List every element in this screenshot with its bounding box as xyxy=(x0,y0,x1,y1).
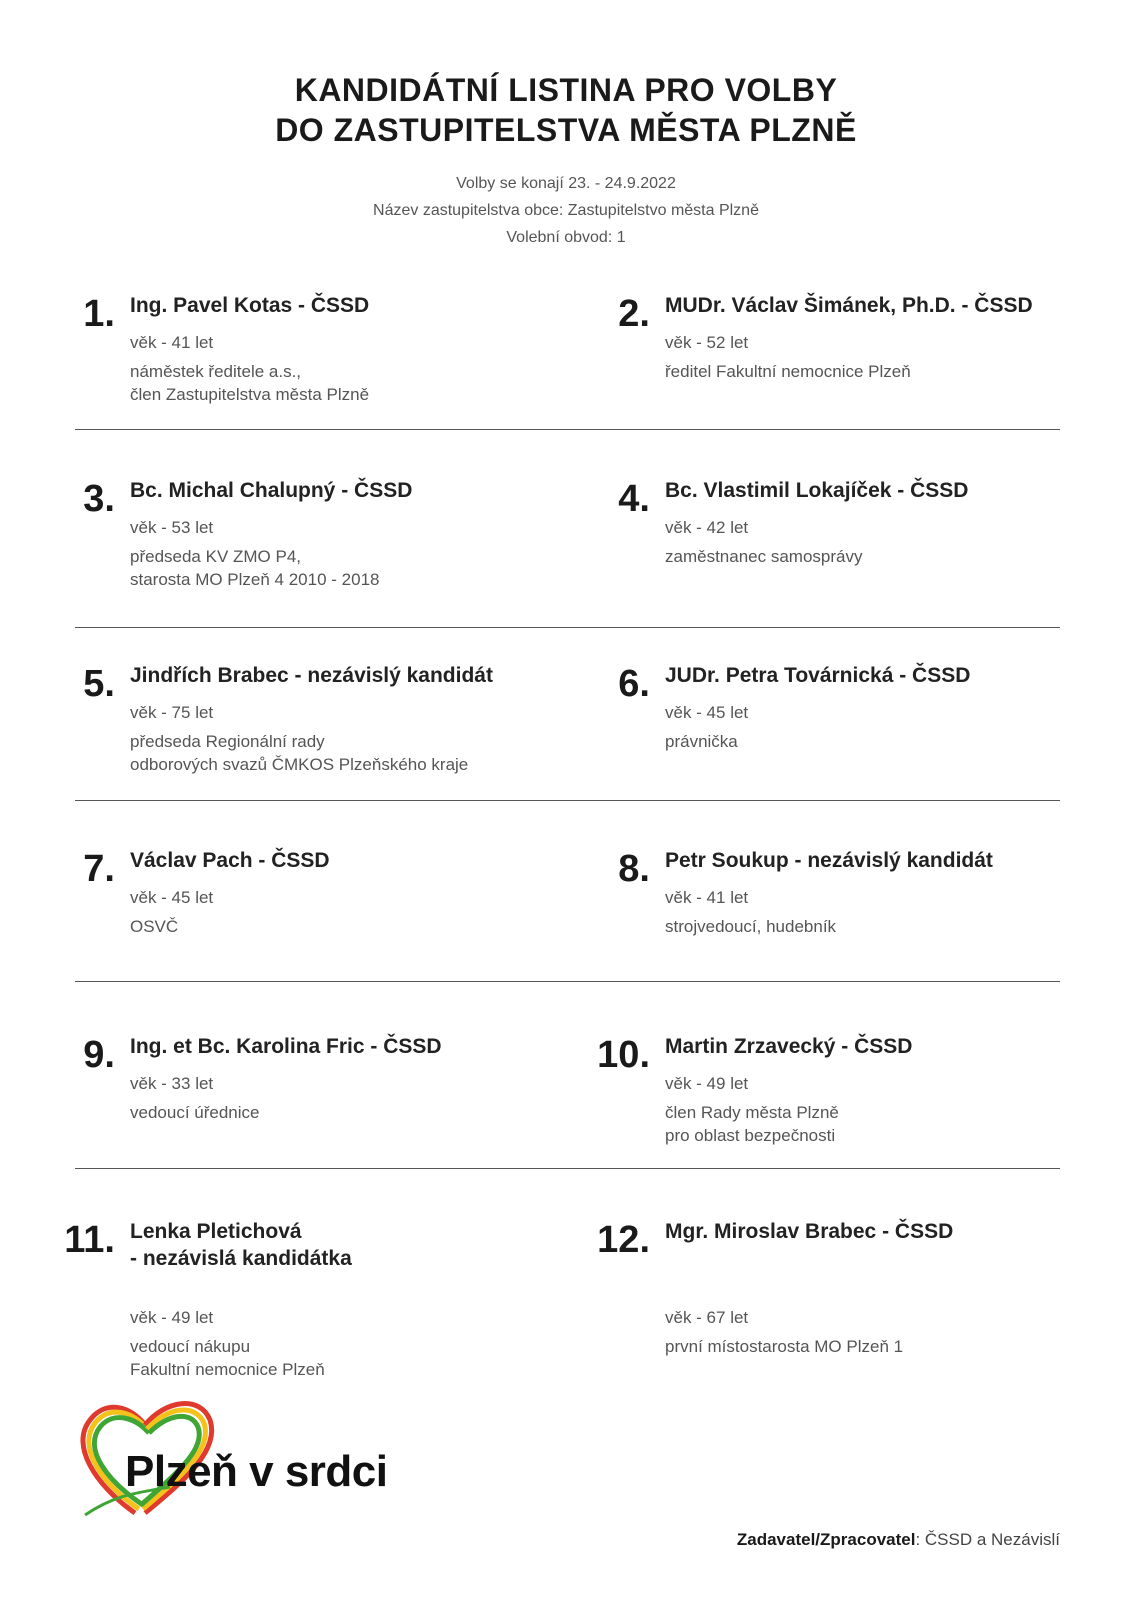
candidate-name xyxy=(130,477,570,504)
candidate-age: věk - 45 let xyxy=(130,888,214,907)
candidate-number: 4. xyxy=(618,478,650,520)
candidate-description xyxy=(665,915,1105,938)
candidate-number: 11. xyxy=(64,1219,115,1261)
candidate-name-line-1: Bc. Michal Chalupný - ČSSD xyxy=(130,479,413,502)
candidate-age: věk - 53 let xyxy=(130,518,214,537)
candidate-description xyxy=(130,730,570,776)
candidate-number: 8. xyxy=(618,848,650,890)
candidate-details xyxy=(665,1033,1105,1147)
candidate-entry xyxy=(610,477,1100,627)
candidate-number: 1. xyxy=(83,293,115,335)
candidate-details xyxy=(665,1218,1105,1358)
candidate-age: věk - 42 let xyxy=(665,518,749,537)
candidate-name xyxy=(665,292,1105,319)
candidate-entry xyxy=(75,662,565,800)
candidate-entry xyxy=(75,477,565,627)
candidate-name-line-1: MUDr. Václav Šimánek, Ph.D. - ČSSD xyxy=(665,294,1033,317)
title-line-2: DO ZASTUPITELSTVA MĚSTA PLZNĚ xyxy=(275,112,857,148)
candidate-description-line-1: vedoucí nákupu xyxy=(130,1337,251,1356)
page-title xyxy=(0,70,1132,150)
candidate-name-line-1: Jindřích Brabec - nezávislý kandidát xyxy=(130,664,493,687)
candidate-row xyxy=(75,662,1060,801)
election-info xyxy=(0,170,1132,251)
candidate-details xyxy=(665,292,1105,383)
candidate-description xyxy=(665,730,1105,753)
candidate-description-line-2: pro oblast bezpečnosti xyxy=(665,1126,836,1145)
candidate-number: 6. xyxy=(618,663,650,705)
candidate-description-line-2: odborových svazů ČMKOS Plzeňského kraje xyxy=(130,755,469,774)
candidate-name xyxy=(665,477,1105,504)
candidate-description xyxy=(665,360,1105,383)
candidate-name-line-1: Petr Soukup - nezávislý kandidát xyxy=(665,849,993,872)
candidate-description-line-1: OSVČ xyxy=(130,917,179,936)
candidate-number: 9. xyxy=(83,1034,115,1076)
candidate-description-line-1: právnička xyxy=(665,732,738,751)
candidate-entry xyxy=(597,1218,1100,1398)
candidate-description-line-2: Fakultní nemocnice Plzeň xyxy=(130,1360,325,1379)
candidate-description-line-1: vedoucí úřednice xyxy=(130,1103,260,1122)
plzen-v-srdci-logo xyxy=(75,1395,388,1525)
candidate-description xyxy=(130,1335,570,1381)
candidate-entry xyxy=(75,1033,565,1168)
electoral-district: Volební obvod: 1 xyxy=(506,229,626,246)
candidate-details xyxy=(130,1218,570,1381)
candidate-description-line-1: předseda Regionální rady xyxy=(130,732,325,751)
candidate-number: 7. xyxy=(83,848,115,890)
candidate-details xyxy=(130,292,570,406)
council-name: Název zastupitelstva obce: Zastupitelstvo města Plzně xyxy=(373,202,759,219)
footer-label: Zadavatel/Zpracovatel xyxy=(736,1530,916,1549)
candidate-name-line-1: Ing. et Bc. Karolina Fric - ČSSD xyxy=(130,1035,442,1058)
candidate-name-line-1: Martin Zrzavecký - ČSSD xyxy=(665,1035,913,1058)
candidate-name xyxy=(130,662,570,689)
candidate-name-line-1: Mgr. Miroslav Brabec - ČSSD xyxy=(665,1220,954,1243)
candidate-name xyxy=(665,847,1105,874)
candidate-description-line-1: náměstek ředitele a.s., xyxy=(130,362,302,381)
candidate-age: věk - 41 let xyxy=(130,333,214,352)
candidate-name-line-1: Lenka Pletichová xyxy=(130,1220,302,1243)
candidate-name xyxy=(665,662,1105,689)
candidate-description xyxy=(130,915,570,938)
title-line-1: KANDIDÁTNÍ LISTINA PRO VOLBY xyxy=(294,72,838,108)
candidate-age: věk - 41 let xyxy=(665,888,749,907)
spacer xyxy=(665,1245,1105,1294)
candidate-description-line-1: první místostarosta MO Plzeň 1 xyxy=(665,1337,904,1356)
candidate-number: 3. xyxy=(83,478,115,520)
candidate-row xyxy=(64,1218,1060,1398)
candidate-details xyxy=(130,662,570,776)
footer-publisher xyxy=(737,1530,1060,1550)
candidate-description xyxy=(130,1101,570,1124)
candidate-age: věk - 67 let xyxy=(665,1308,749,1327)
candidate-name-line-1: Ing. Pavel Kotas - ČSSD xyxy=(130,294,370,317)
candidate-description-line-1: strojvedoucí, hudebník xyxy=(665,917,837,936)
election-date: Volby se konají 23. - 24.9.2022 xyxy=(456,175,676,192)
candidate-details xyxy=(130,1033,570,1124)
candidate-entry xyxy=(64,1218,565,1398)
candidate-age: věk - 75 let xyxy=(130,703,214,722)
candidate-entry xyxy=(75,847,565,981)
candidate-name-line-2: - nezávislá kandidátka xyxy=(130,1247,352,1270)
candidate-description xyxy=(665,1101,1105,1147)
candidate-description-line-1: ředitel Fakultní nemocnice Plzeň xyxy=(665,362,911,381)
candidate-age: věk - 49 let xyxy=(665,1074,749,1093)
candidate-name xyxy=(130,847,570,874)
candidate-entry xyxy=(597,1033,1100,1168)
candidate-name xyxy=(130,1218,570,1272)
candidate-number: 5. xyxy=(83,663,115,705)
candidate-description xyxy=(665,545,1105,568)
candidate-row xyxy=(75,1033,1060,1169)
candidate-age: věk - 52 let xyxy=(665,333,749,352)
candidate-description xyxy=(130,360,570,406)
candidate-details xyxy=(130,847,570,938)
logo-text: Plzeň v srdci xyxy=(125,1447,388,1496)
candidate-name xyxy=(130,1033,570,1060)
candidate-description-line-2: člen Zastupitelstva města Plzně xyxy=(130,385,370,404)
candidate-age: věk - 33 let xyxy=(130,1074,214,1093)
candidate-details xyxy=(130,477,570,591)
candidate-row xyxy=(75,847,1060,982)
candidate-name-line-1: Václav Pach - ČSSD xyxy=(130,849,330,872)
candidate-age: věk - 45 let xyxy=(665,703,749,722)
footer-value: : ČSSD a Nezávislí xyxy=(915,1530,1060,1549)
candidate-details xyxy=(665,847,1105,938)
candidate-row xyxy=(75,477,1060,628)
candidate-details xyxy=(665,662,1105,753)
candidate-description-line-1: zaměstnanec samosprávy xyxy=(665,547,863,566)
candidate-age: věk - 49 let xyxy=(130,1308,214,1327)
candidate-number: 12. xyxy=(597,1219,650,1261)
candidate-name-line-1: Bc. Vlastimil Lokajíček - ČSSD xyxy=(665,479,969,502)
candidate-number: 10. xyxy=(597,1034,650,1076)
candidate-entry xyxy=(610,292,1100,429)
spacer xyxy=(130,1272,570,1294)
candidate-row xyxy=(75,292,1060,430)
candidate-description xyxy=(130,545,570,591)
candidate-number: 2. xyxy=(618,293,650,335)
candidate-entry xyxy=(610,847,1100,981)
candidate-entry xyxy=(75,292,565,429)
candidate-name xyxy=(130,292,570,319)
candidate-description-line-1: člen Rady města Plzně xyxy=(665,1103,839,1122)
candidate-description-line-2: starosta MO Plzeň 4 2010 - 2018 xyxy=(130,570,380,589)
candidate-description xyxy=(665,1335,1105,1358)
candidate-details xyxy=(665,477,1105,568)
candidate-name xyxy=(665,1033,1105,1060)
candidate-entry xyxy=(610,662,1100,800)
candidate-name xyxy=(665,1218,1105,1245)
candidate-description-line-1: předseda KV ZMO P4, xyxy=(130,547,302,566)
candidate-name-line-1: JUDr. Petra Továrnická - ČSSD xyxy=(665,664,971,687)
